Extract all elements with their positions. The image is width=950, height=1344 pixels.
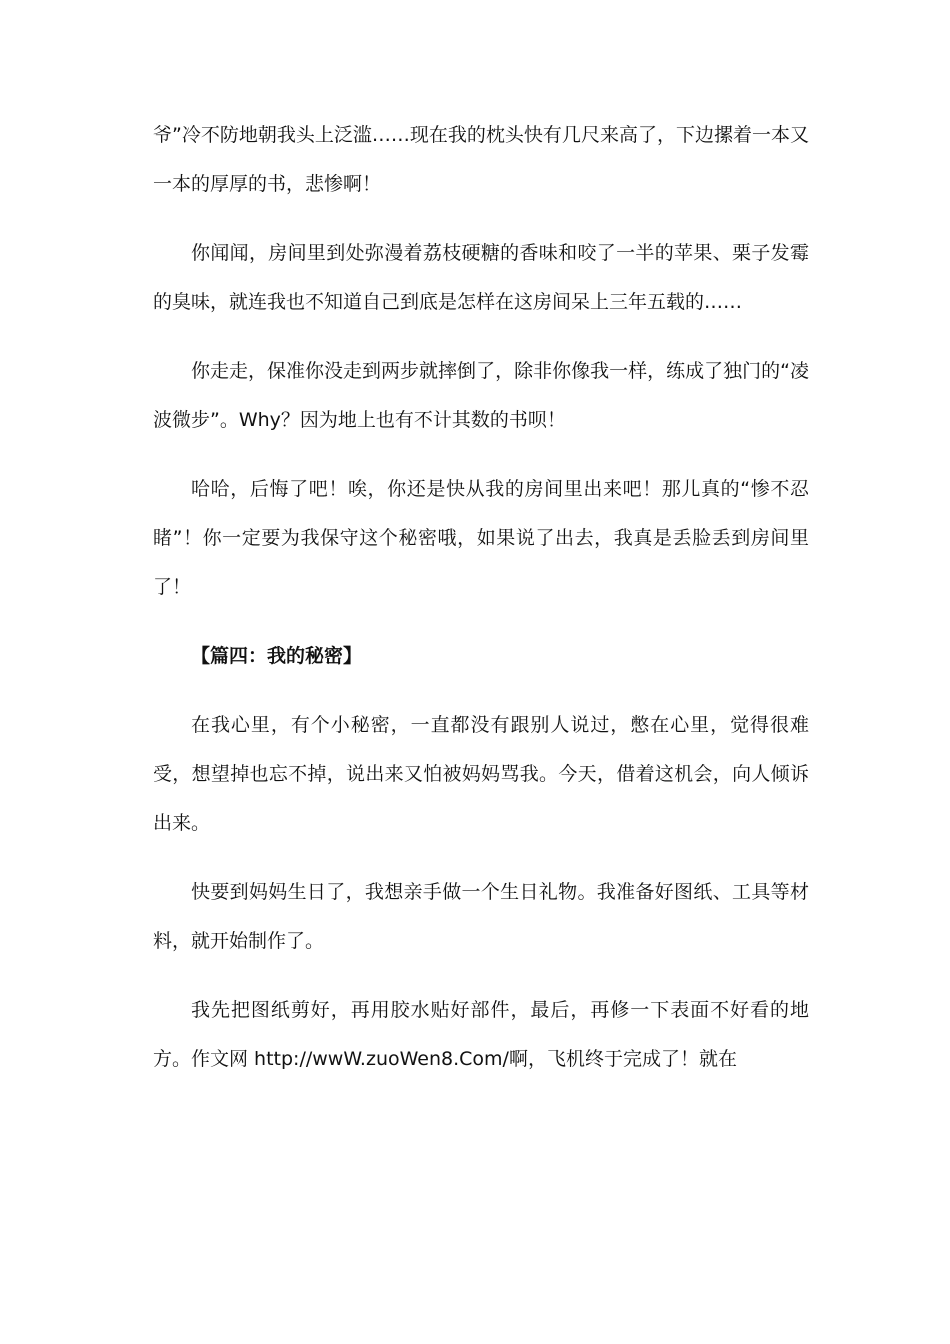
paragraph: 你闻闻，房间里到处弥漫着荔枝硬糖的香味和咬了一半的苹果、栗子发霉的臭味，就连我也不知道自己到底是怎样在这房间呆上三年五载的…… bbox=[153, 242, 809, 313]
paragraph: 我先把图纸剪好，再用胶水贴好部件，最后，再修一下表面不好看的地方。作文网 http://wwW.zuoWen8.Com/啊，飞机终于完成了！就在 bbox=[153, 999, 809, 1070]
paragraph: 哈哈，后悔了吧！唉，你还是快从我的房间里出来吧！那儿真的“惨不忍睹”！你一定要为我保守这个秘密哦，如果说了出去，我真是丢脸丢到房间里了！ bbox=[153, 478, 809, 598]
document-page bbox=[153, 111, 809, 1104]
paragraph: 在我心里，有个小秘密，一直都没有跟别人说过，憋在心里，觉得很难受，想望掉也忘不掉，说出来又怕被妈妈骂我。今天，借着这机会，向人倾诉出来。 bbox=[153, 714, 809, 834]
paragraph: 你走走，保准你没走到两步就摔倒了，除非你像我一样，练成了独门的“凌波微步”。Why？因为地上也有不计其数的书呗！ bbox=[153, 360, 809, 431]
section-title: 【篇四：我的秘密】 bbox=[191, 645, 363, 667]
paragraph: 快要到妈妈生日了，我想亲手做一个生日礼物。我准备好图纸、工具等材料，就开始制作了。 bbox=[153, 881, 809, 952]
paragraph: 爷”冷不防地朝我头上泛滥……现在我的枕头快有几尺来高了，下边摞着一本又一本的厚厚的书，悲惨啊！ bbox=[153, 124, 809, 195]
